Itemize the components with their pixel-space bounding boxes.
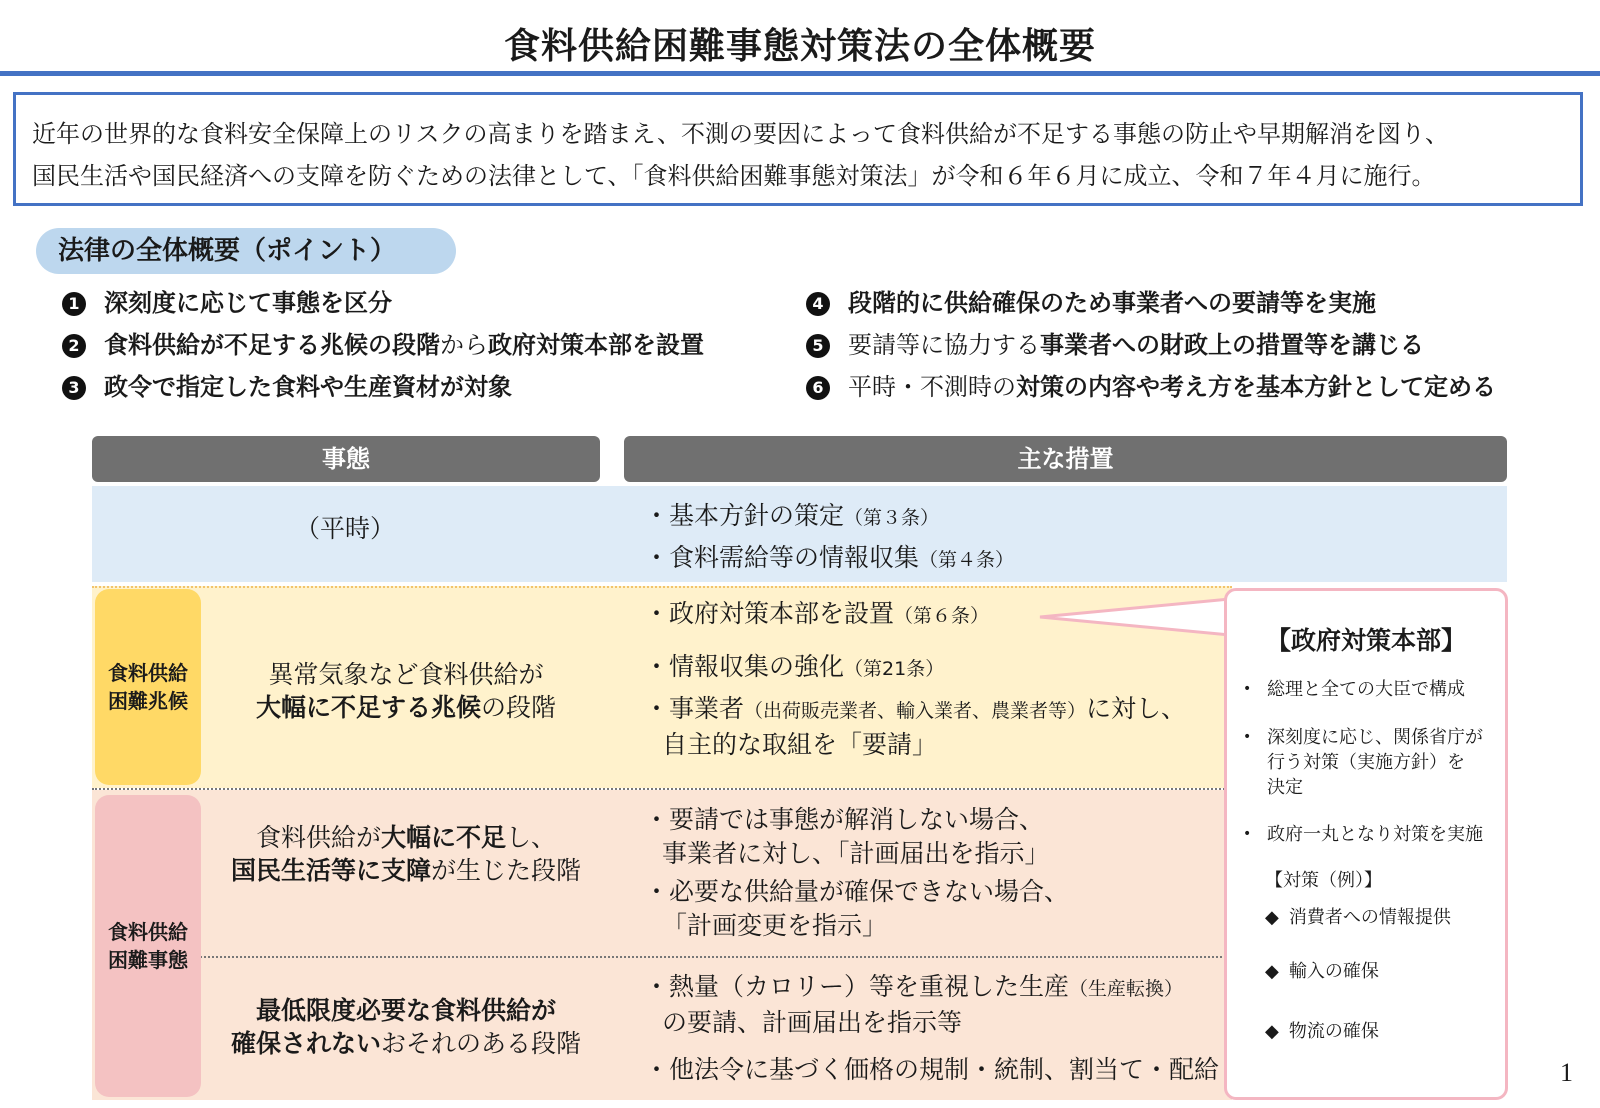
measure-plan-notification: ・要請では事態が解消しない場合、 事業者に対し、「計画届出を指示」 <box>644 805 1050 868</box>
example-item: ◆ 消費者への情報提供 <box>1265 907 1451 928</box>
point-3: 3 政令で指定した食料や生産資材が対象 <box>62 371 512 403</box>
diamond-icon: ◆ <box>1265 907 1279 928</box>
task-force-title: 【政府対策本部】 <box>1265 626 1466 655</box>
diamond-icon: ◆ <box>1265 1021 1279 1042</box>
tag-supply-difficulty: 食料供給 困難事態 <box>95 795 201 1097</box>
task-force-bullet: • 政府一丸となり対策を実施 <box>1243 824 1483 845</box>
point-6: 6 平時・不測時の対策の内容や考え方を基本方針として定める <box>806 371 1496 403</box>
row-divider <box>92 788 1232 790</box>
point-number-icon: 6 <box>806 376 830 400</box>
summary-box <box>13 92 1583 206</box>
diamond-icon: ◆ <box>1265 961 1279 982</box>
measure-basic-policy: ・基本方針の策定（第３条） <box>644 501 940 530</box>
point-1: 1 深刻度に応じて事態を区分 <box>62 287 392 319</box>
page-title: 食料供給困難事態対策法の全体概要 <box>503 26 1096 67</box>
situation-normal: （平時） <box>294 514 395 543</box>
example-item: ◆ 物流の確保 <box>1265 1021 1379 1042</box>
point-number-icon: 3 <box>62 376 86 400</box>
situation-minimum: 最低限度必要な食料供給が 確保されないおそれのある段階 <box>230 996 582 1058</box>
situation-warning: 異常気象など食料供給が 大幅に不足する兆候の段階 <box>255 660 557 722</box>
summary-line-2: 国民生活や国民経済への支障を防ぐための法律として、「食料供給困難事態対策法」が令和６年６月に成立、令和７年４月に施行。 <box>32 162 1436 190</box>
title-rule <box>0 71 1600 76</box>
point-number-icon: 2 <box>62 334 86 358</box>
point-number-icon: 1 <box>62 292 86 316</box>
task-force-panel <box>1224 588 1508 1100</box>
page-number: 1 <box>1560 1058 1573 1087</box>
point-4: 4 段階的に供給確保のため事業者への要請等を実施 <box>806 287 1376 319</box>
measure-info-collection: ・食料需給等の情報収集（第４条） <box>644 543 1015 572</box>
tag-supply-warning: 食料供給 困難兆候 <box>95 589 201 785</box>
task-force-bullet: • 深刻度に応じ、関係省庁が 行う対策（実施方針）を 決定 <box>1243 727 1483 798</box>
summary-line-1: 近年の世界的な食料安全保障上のリスクの高まりを踏まえ、不測の要因によって食料供給が不足する事態の防止や早期解消を図り、 <box>32 120 1449 148</box>
situation-shortage: 食料供給が大幅に不足し、 国民生活等に支障が生じた段階 <box>230 823 582 885</box>
header-measures: 主な措置 <box>624 436 1507 482</box>
measures-example-title: 【対策（例）】 <box>1265 870 1382 891</box>
callout-pointer <box>1038 597 1230 637</box>
point-2: 2 食料供給が不足する兆候の段階から政府対策本部を設置 <box>62 329 704 361</box>
measure-task-force: ・政府対策本部を設置（第６条） <box>644 599 990 628</box>
header-situation: 事態 <box>92 436 600 482</box>
row-divider <box>200 956 1230 958</box>
task-force-bullet: • 総理と全ての大臣で構成 <box>1243 679 1465 700</box>
measure-production-shift: ・熱量（カロリー）等を重視した生産（生産転換） の要請、計画届出を指示等 <box>644 972 1184 1037</box>
measure-request-business: ・事業者（出荷販売業者、輸入業者、農業者等）に対し、 自主的な取組を「要請」 <box>644 694 1187 759</box>
example-item: ◆ 輸入の確保 <box>1265 961 1379 982</box>
point-number-icon: 4 <box>806 292 830 316</box>
point-5: 5 要請等に協力する事業者への財政上の措置等を講じる <box>806 329 1424 361</box>
points-heading: 法律の全体概要（ポイント） <box>36 228 456 274</box>
measure-plan-change: ・必要な供給量が確保できない場合、 「計画変更を指示」 <box>644 877 1070 940</box>
measure-info-strengthen: ・情報収集の強化（第21条） <box>644 652 945 681</box>
point-number-icon: 5 <box>806 334 830 358</box>
measure-price-regulation: ・他法令に基づく価格の規制・統制、割当て・配給 <box>644 1055 1220 1084</box>
